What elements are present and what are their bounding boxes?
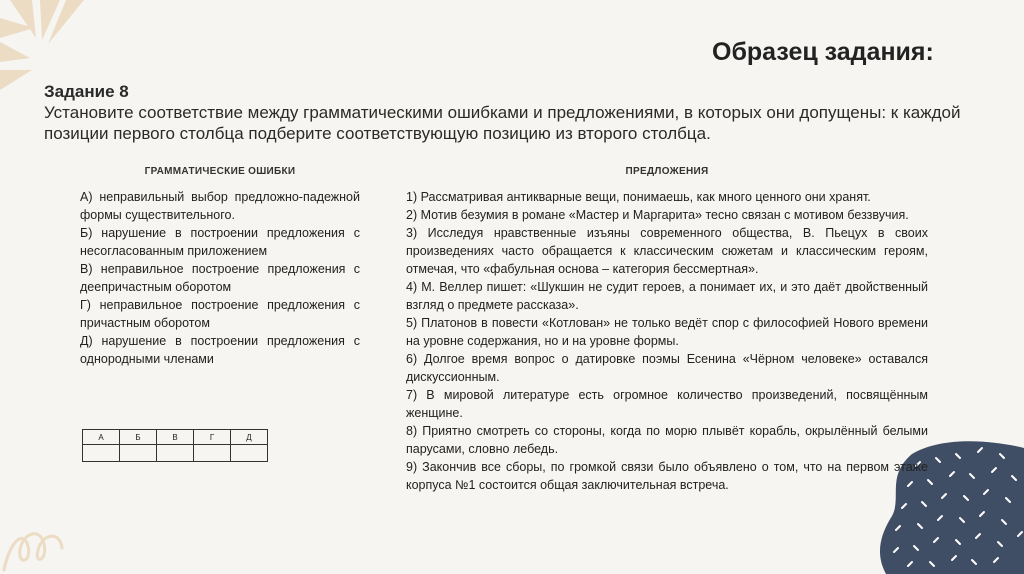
answer-blank-cell <box>120 445 157 462</box>
task-block <box>44 81 984 144</box>
answer-blank-cell <box>83 445 120 462</box>
answer-blank-cell <box>194 445 231 462</box>
answer-table <box>82 429 268 462</box>
answer-blank-cell <box>231 445 268 462</box>
sentence-item: 7) В мировой литературе есть огромное количество произведений, посвящённым женщине. <box>406 388 928 420</box>
answer-header-cell: Б <box>120 430 157 445</box>
task-number: Задание 8 <box>44 82 129 101</box>
error-item: А) неправильный выбор предложно-падежной формы существительного. <box>80 190 360 222</box>
answer-header-cell: А <box>83 430 120 445</box>
answer-header-cell: Г <box>194 430 231 445</box>
sentence-item: 5) Платонов в повести «Котлован» не только ведёт спор с философией Нового времени на уровне содержания, но и на уровне формы. <box>406 316 928 348</box>
error-item: Д) нарушение в построении предложения с однородными членами <box>80 334 360 366</box>
sentence-item: 1) Рассматривая антикварные вещи, понимаешь, как много ценного они хранят. <box>406 190 871 204</box>
sentence-item: 6) Долгое время вопрос о датировке поэмы Есенина «Чёрном человеке» оставался дискуссионным. <box>406 352 928 384</box>
sentence-item: 2) Мотив безумия в романе «Мастер и Маргарита» тесно связан с мотивом беззвучия. <box>406 208 909 222</box>
sentence-item: 3) Исследуя нравственные изъяны современного общества, В. Пьецух в своих произведениях часто обращается к классическим сюжетам и классическим героям, отмечая, что «фабульная основа – категория бессмертная». <box>406 226 928 276</box>
answer-header-cell: В <box>157 430 194 445</box>
errors-column-header: ГРАММАТИЧЕСКИЕ ОШИБКИ <box>144 166 296 177</box>
sentence-item: 8) Приятно смотреть со стороны, когда по морю плывёт корабль, окрылённый белыми парусами, словно лебедь. <box>406 424 928 456</box>
sentence-item: 9) Закончив все сборы, по громкой связи было объявлено о том, что на первом этаже корпуса №1 состоится общая заключительная встреча. <box>406 460 928 492</box>
answer-table-header-row <box>83 430 268 445</box>
answer-table-blank-row <box>83 445 268 462</box>
errors-list <box>80 188 360 368</box>
error-item: В) неправильное построение предложения с деепричастным оборотом <box>80 262 360 294</box>
sentence-item: 4) М. Веллер пишет: «Шукшин не судит героев, а понимает их, и это даёт двойственный взгляд о предмете рассказа». <box>406 280 928 312</box>
slide-title: Образец задания: <box>712 38 934 66</box>
error-item: Г) неправильное построение предложения с причастным оборотом <box>80 298 360 330</box>
error-item: Б) нарушение в построении предложения с несогласованным приложением <box>80 226 360 258</box>
answer-header-cell: Д <box>231 430 268 445</box>
decorative-squiggle <box>0 500 80 574</box>
answer-blank-cell <box>157 445 194 462</box>
sentences-list <box>406 188 928 494</box>
sentences-column-header: ПРЕДЛОЖЕНИЯ <box>625 166 709 177</box>
task-instruction: Установите соответствие между грамматическими ошибками и предложениями, в которых они допущены: к каждой позиции первого столбца подберите соответствующую позицию из второго столбца. <box>44 103 961 143</box>
